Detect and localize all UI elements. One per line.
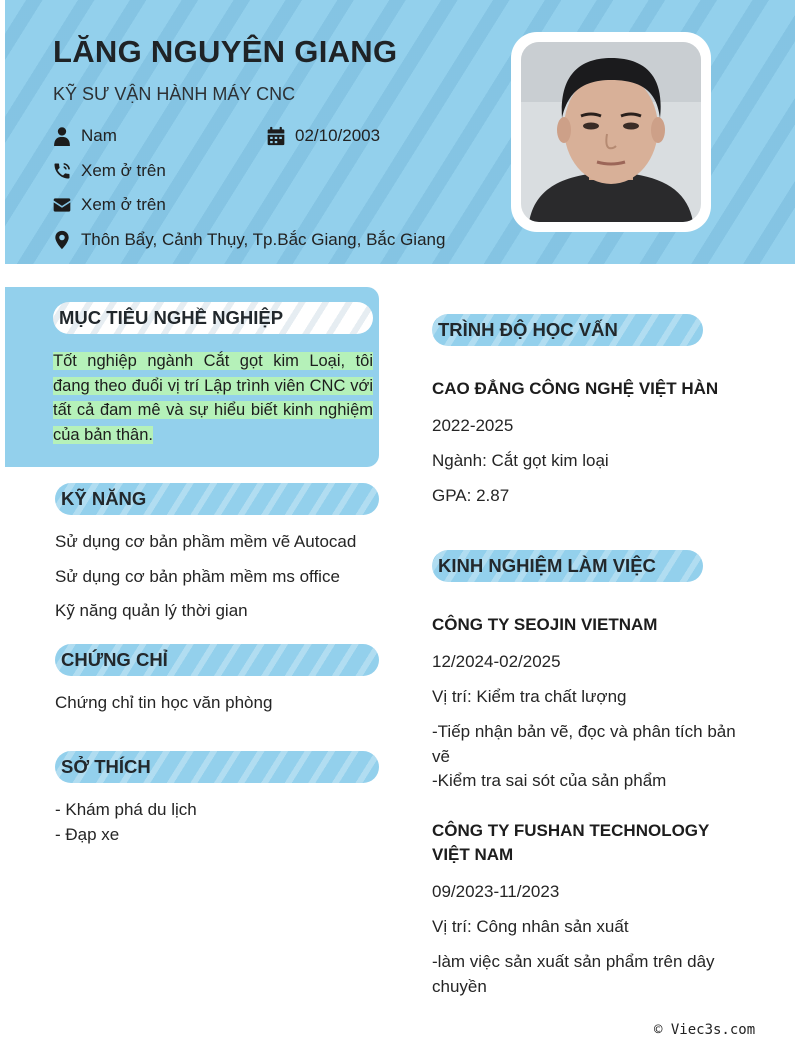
school-name: CAO ĐẲNG CÔNG NGHỆ VIỆT HÀN (432, 379, 719, 398)
job-position: Vị trí: Kiểm tra chất lượng (432, 687, 627, 706)
company-name: CÔNG TY SEOJIN VIETNAM (432, 615, 658, 634)
address-row (52, 230, 445, 250)
education-heading: TRÌNH ĐỘ HỌC VẤN (432, 314, 703, 346)
objective-highlighted-text: Tốt nghiệp ngành Cắt gọt kim Loại, tôi đang theo đuổi vị trí Lập trình viên CNC với tất cả đam mê và sự hiểu biết kinh nghiệm của bản thân. (53, 352, 373, 444)
header-banner (5, 0, 795, 264)
job-position: Vị trí: Công nhân sản xuất (432, 917, 629, 936)
skill-item: Sử dụng cơ bản phầm mềm ms office (55, 567, 340, 586)
phone-row (52, 161, 166, 181)
job-duty: -làm việc sản xuất sản phẩm trên dây chuyền (432, 952, 715, 996)
email-icon (52, 195, 72, 215)
gender-value: Nam (81, 126, 117, 145)
profile-photo-frame (511, 32, 711, 232)
objective-heading: MỤC TIÊU NGHỀ NGHIỆP (53, 302, 373, 334)
hobby-item: - Khám phá du lịch (55, 800, 197, 819)
phone-value: Xem ở trên (81, 161, 166, 180)
calendar-icon (266, 126, 286, 146)
objective-text (53, 349, 373, 447)
education-major: Ngành: Cắt gọt kim loại (432, 451, 609, 470)
job-period: 09/2023-11/2023 (432, 882, 560, 901)
birthday-row (266, 126, 380, 146)
location-icon (52, 230, 72, 250)
address-value: Thôn Bẩy, Cảnh Thụy, Tp.Bắc Giang, Bắc Giang (81, 230, 446, 249)
job-duty: -Tiếp nhận bản vẽ, đọc và phân tích bản vẽ (432, 722, 736, 766)
gender-row (52, 126, 117, 146)
skills-heading: KỸ NĂNG (55, 483, 379, 515)
skill-item: Sử dụng cơ bản phầm mềm vẽ Autocad (55, 532, 357, 551)
hobbies-heading: SỞ THÍCH (55, 751, 379, 783)
profile-photo (521, 42, 701, 222)
job-period: 12/2024-02/2025 (432, 652, 561, 671)
phone-icon (52, 161, 72, 181)
email-value: Xem ở trên (81, 195, 166, 214)
candidate-name: LĂNG NGUYÊN GIANG (53, 34, 398, 69)
watermark-text: © Viec3s.com (654, 1022, 756, 1038)
experience-heading: KINH NGHIỆM LÀM VIỆC (432, 550, 703, 582)
job-title: KỸ SƯ VẬN HÀNH MÁY CNC (53, 84, 296, 104)
certificates-heading: CHỨNG CHỈ (55, 644, 379, 676)
education-gpa: GPA: 2.87 (432, 486, 510, 505)
job-duty: -Kiểm tra sai sót của sản phẩm (432, 771, 667, 790)
skill-item: Kỹ năng quản lý thời gian (55, 601, 248, 620)
company-name: CÔNG TY FUSHAN TECHNOLOGY VIỆT NAM (432, 821, 710, 864)
user-icon (52, 126, 72, 146)
education-years: 2022-2025 (432, 416, 514, 435)
email-row (52, 195, 166, 215)
birthday-value: 02/10/2003 (295, 126, 381, 145)
hobby-item: - Đạp xe (55, 825, 120, 844)
certificate-item: Chứng chỉ tin học văn phòng (55, 693, 273, 712)
